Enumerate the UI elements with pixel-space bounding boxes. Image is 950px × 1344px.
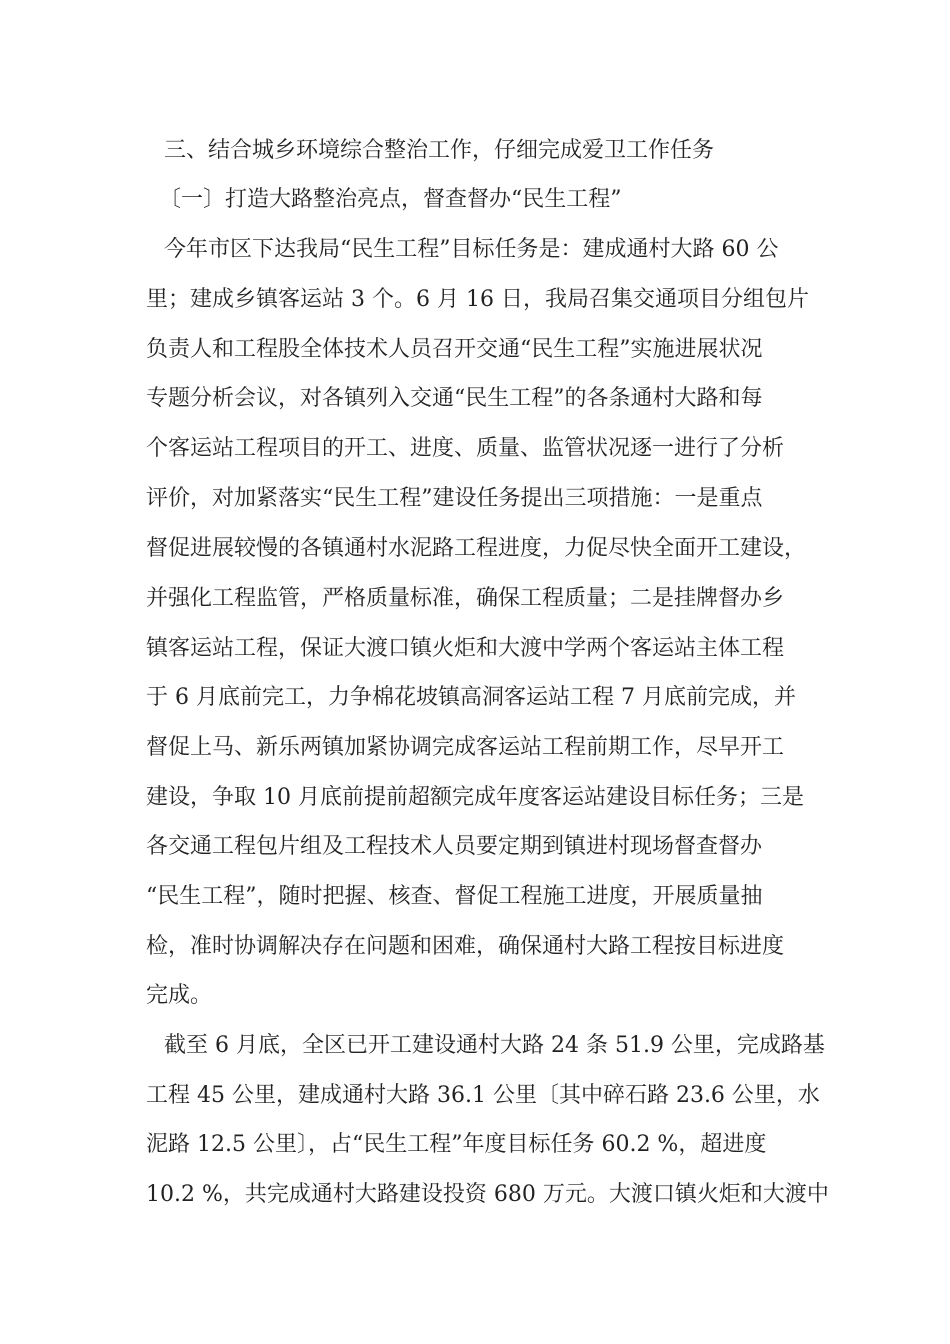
text-line: 评价，对加紧落实“民生工程”建设任务提出三项措施：一是重点 [146,486,763,511]
text-line: 督促上马、新乐两镇加紧协调完成客运站工程前期工作，尽早开工 [146,735,785,760]
section-heading: 三、结合城乡环境综合整治工作，仔细完成爱卫工作任务 [164,138,715,163]
text-line: 10.2 %，共完成通村大路建设投资 680 万元。大渡口镇火炬和大渡中 [146,1182,829,1207]
text-line: 负责人和工程股全体技术人员召开交通“民生工程”实施进展状况 [146,337,763,362]
text-line: “民生工程”，随时把握、核查、督促工程施工进度，开展质量抽 [146,884,763,909]
text-line: 里；建成乡镇客运站 3 个。6 月 16 日，我局召集交通项目分组包片 [146,287,809,312]
text-line: 工程 45 公里，建成通村大路 36.1 公里〔其中碎石路 23.6 公里，水 [146,1083,820,1108]
text-line: 检，准时协调解决存在问题和困难，确保通村大路工程按目标进度 [146,934,785,959]
text-line: 各交通工程包片组及工程技术人员要定期到镇进村现场督查督办 [146,834,763,859]
text-line: 泥路 12.5 公里〕，占“民生工程”年度目标任务 60.2 %，超进度 [146,1132,767,1157]
text-line: 截至 6 月底，全区已开工建设通村大路 24 条 51.9 公里，完成路基 [164,1033,825,1058]
text-line: 于 6 月底前完工，力争棉花坡镇高洞客运站工程 7 月底前完成，并 [146,685,796,710]
text-line: 并强化工程监管，严格质量标准，确保工程质量；二是挂牌督办乡 [146,586,785,611]
text-line: 督促进展较慢的各镇通村水泥路工程进度，力促尽快全面开工建设， [146,536,807,561]
text-line: 专题分析会议，对各镇列入交通“民生工程”的各条通村大路和每 [146,386,763,411]
text-line: 完成。 [146,983,213,1008]
text-line: 镇客运站工程，保证大渡口镇火炬和大渡中学两个客运站主体工程 [146,636,785,661]
section-subheading: 〔一〕打造大路整治亮点，督查督办“民生工程” [159,187,622,212]
text-line: 建设，争取 10 月底前提前超额完成年度客运站建设目标任务；三是 [146,785,804,810]
text-line: 个客运站工程项目的开工、进度、质量、监管状况逐一进行了分析 [146,436,785,461]
text-line: 今年市区下达我局“民生工程”目标任务是：建成通村大路 60 公 [164,237,779,262]
